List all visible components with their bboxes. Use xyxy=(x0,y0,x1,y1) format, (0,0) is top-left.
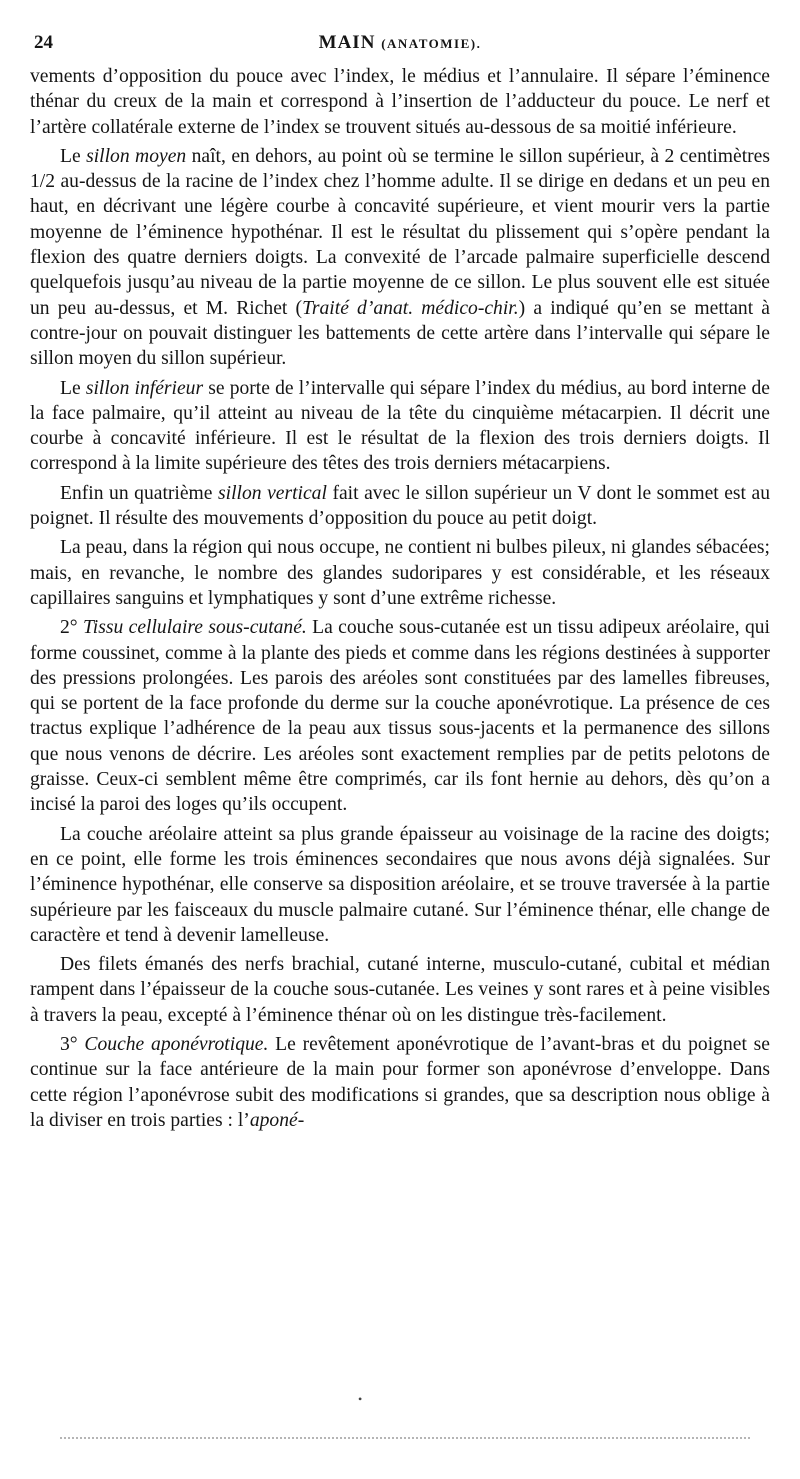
text-run: Des filets émanés des nerfs brachial, cutané interne, musculo-cutané, cubital et médian rampent dans l’épaisseur de la couche sous-cutanée. Les veines y sont rares et à peine visibles à travers la peau, excepté à l’éminence thénar où on les distingue très-facilement. xyxy=(30,954,770,1026)
paragraph xyxy=(30,64,770,140)
paragraph xyxy=(30,615,770,817)
italic-text: aponé- xyxy=(249,1109,305,1131)
text-run: La couche sous-cutanée est un tissu adipeux aréolaire, qui forme coussinet, comme à la plante des pieds et comme dans les régions destinées à supporter des pressions prolongées. Les parois des aréoles sont constituées par des lamelles fibreuses, qui se portent de la face profonde du derme sur la couche aponévrotique. La présence de ces tractus explique l’adhérence de la peau aux tissus sous-jacents et la permanence des sillons que nous venons de décrire. Les aréoles sont exactement remplies par de petits pelotons de graisse. Ceux-ci semblent même être comprimés, car ils font hernie au dehors, dès qu’on a incisé la paroi des loges qu’ils occupent. xyxy=(30,617,771,816)
paragraph xyxy=(30,144,770,372)
page-number: 24 xyxy=(34,32,53,53)
text-run: ) a indiqué qu’en se mettant à contre-jour on pouvait distinguer les battements de cette artère dans l’intervalle qui sépare le sillon moyen du sillon supérieur. xyxy=(30,297,770,370)
paragraph xyxy=(30,481,770,532)
paragraph xyxy=(30,1032,770,1133)
italic-text: sillon vertical xyxy=(218,482,327,504)
text-run: fait avec le sillon supérieur un V dont le sommet est au poignet. Il résulte des mouvements d’opposition du pouce au petit doigt. xyxy=(30,482,771,530)
body-text xyxy=(30,64,770,1133)
italic-text: Traité d’anat. médico-chir. xyxy=(302,297,519,319)
text-run: Le xyxy=(60,145,87,167)
running-head-subtitle: (ANATOMIE). xyxy=(381,36,482,51)
text-run: La couche aréolaire atteint sa plus grande épaisseur au voisinage de la racine des doigts; en ce point, elle forme les trois éminences secondaires que nous avons déjà signalées. Sur l’éminence hypothénar, elle conserve sa disposition aréolaire, et se trouve traversée à la partie supérieure par les faisceaux du muscle palmaire cutané. Sur l’éminence thénar, elle change de caractère et tend à devenir lamelleuse. xyxy=(30,823,770,946)
text-run: Enfin un quatrième xyxy=(60,482,219,504)
page-ornament-dot: • xyxy=(358,1392,363,1406)
text-run: La peau, dans la région qui nous occupe, ne contient ni bulbes pileux, ni glandes sébacées; mais, en revanche, le nombre des glandes sudoripares y est considérable, et les réseaux capillaires sanguins et lymphatiques y sont d’une extrême richesse. xyxy=(30,537,770,609)
paragraph xyxy=(30,952,770,1028)
footer-rule xyxy=(60,1437,750,1439)
italic-text: Couche aponévrotique. xyxy=(84,1033,269,1055)
running-head xyxy=(30,32,770,54)
paragraph xyxy=(30,535,770,611)
text-run: se porte de l’intervalle qui sépare l’index du médius, au bord interne de la face palmaire, qu’il atteint au niveau de la tête du cinquième métacarpien. Il décrit une courbe à concavité inférieure. Il est le résultat de la flexion des trois derniers doigts. Il correspond à la limite supérieure des têtes des trois derniers métacarpiens. xyxy=(30,377,770,475)
paragraph xyxy=(30,376,770,477)
paragraph xyxy=(30,822,770,948)
italic-text: sillon moyen xyxy=(86,145,187,167)
italic-text: Tissu cellulaire sous-cutané. xyxy=(82,617,307,639)
text-run: naît, en dehors, au point où se termine le sillon supérieur, à 2 centimètres 1/2 au-dessus de la racine de l’index chez l’homme adulte. Il se dirige en dedans et un peu en haut, en décrivant une légère courbe à concavité supérieure, et vient mourir vers la partie moyenne de l’éminence hypothénar. Il est le résultat du plissement qui s’opère pendant la flexion des quatre derniers doigts. La convexité de l’arcade palmaire superficielle descend quelquefois jusqu’au niveau de la partie moyenne de ce sillon. Le plus souvent elle est située un peu au-dessus, et M. Richet ( xyxy=(30,145,770,319)
text-run: 3° xyxy=(60,1033,85,1055)
text-run: vements d’opposition du pouce avec l’index, le médius et l’annulaire. Il sépare l’éminence thénar du creux de la main et correspond à l’insertion de l’adducteur du pouce. Le nerf et l’artère collatérale externe de l’index se trouvent situés au-dessous de sa moitié inférieure. xyxy=(30,66,770,138)
text-run: Le revêtement aponévrotique de l’avant-bras et du poignet se continue sur la face antérieure de la main pour former son aponévrose d’enveloppe. Dans cette région l’aponévrose subit des modifications si grandes, que sa description nous oblige à la diviser en trois parties : l’ xyxy=(30,1033,770,1131)
page-header xyxy=(30,32,770,56)
italic-text: sillon inférieur xyxy=(85,377,204,399)
text-run: 2° xyxy=(60,617,83,639)
running-head-title: MAIN xyxy=(318,32,376,53)
text-run: Le xyxy=(60,377,86,399)
